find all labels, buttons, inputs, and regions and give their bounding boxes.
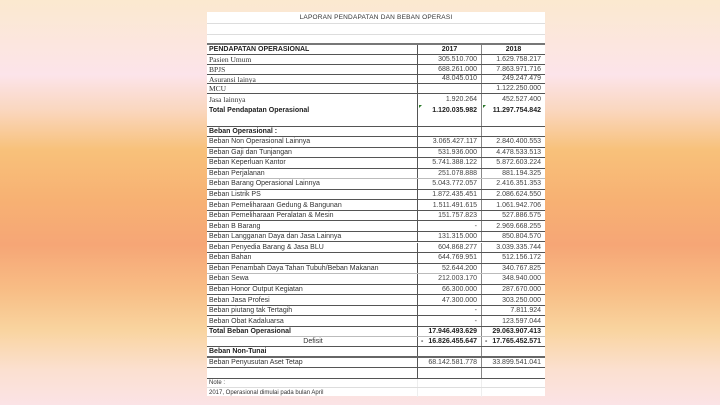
expense-row-label: Beban Langganan Daya dan Jasa Lainnya (209, 233, 342, 241)
expenses-total-2017: 17.946.493.629 (417, 327, 481, 336)
expenses-total-row (207, 327, 545, 337)
note-heading-row (207, 379, 545, 388)
expense-row-label: Beban Non Operasional Lainnya (209, 138, 311, 146)
revenue-row-value-2018: 1.122.250.000 (481, 84, 545, 93)
header-section-label: PENDAPATAN OPERASIONAL (209, 46, 310, 53)
expense-row-value-2017: - (417, 316, 481, 326)
expense-row (207, 221, 545, 232)
blank-row (207, 368, 545, 379)
expense-row-value-2018: 3.039.335.744 (481, 243, 545, 253)
expenses-total-2018: 29.063.907.413 (481, 327, 545, 336)
revenue-row-value-2017: 688.261.000 (417, 65, 481, 74)
expense-row (207, 264, 545, 275)
expense-row-value-2018: 2.840.400.553 (481, 137, 545, 147)
noncash-row (207, 358, 545, 368)
expense-row-value-2017: 47.300.000 (417, 295, 481, 305)
revenue-total-2017: 1.120.035.982 (417, 104, 481, 116)
expenses-heading: Beban Operasional : (209, 128, 278, 135)
expense-row-value-2018: 527.886.575 (481, 211, 545, 221)
expense-row (207, 316, 545, 327)
expense-row-label: Beban Perjalanan (209, 169, 265, 177)
revenue-total-label: Total Pendapatan Operasional (209, 106, 310, 114)
expense-row-value-2017: 644.769.951 (417, 253, 481, 263)
expense-row-value-2017: 604.868.277 (417, 243, 481, 253)
blank-row (207, 116, 545, 127)
revenue-row-label: MCU (209, 84, 227, 94)
expense-row-value-2017: 52.644.200 (417, 264, 481, 274)
expense-row-value-2017: - (417, 221, 481, 231)
expense-row (207, 274, 545, 285)
expense-row-value-2017: 151.757.823 (417, 211, 481, 221)
cell-marker-icon (483, 105, 486, 108)
expense-row-value-2017: - (417, 306, 481, 316)
revenue-row-value-2017: 305.510.700 (417, 55, 481, 64)
expense-row-label: Beban Penyedia Barang & Jasa BLU (209, 243, 324, 251)
expense-row-value-2018: 287.670.000 (481, 285, 545, 295)
revenue-row (207, 94, 545, 104)
header-year-2017: 2017 (417, 45, 481, 54)
blank-row (207, 24, 545, 35)
note-text: 2017, Operasional dimulai pada bulan April (209, 389, 324, 396)
note-text-row (207, 388, 545, 397)
expense-row-value-2018: 881.194.325 (481, 169, 545, 179)
expense-row-label: Beban Penambah Daya Tahan Tubuh/Beban Makanan (209, 264, 379, 272)
expense-row-value-2017: 5.741.388.122 (417, 158, 481, 168)
expense-row-value-2017: 251.078.888 (417, 169, 481, 179)
revenue-row-label: Pasien Umum (209, 55, 252, 64)
header-year-2018: 2018 (481, 45, 545, 54)
deficit-2017: - 16.826.455.647 (417, 337, 481, 346)
expense-row-value-2018: 303.250.000 (481, 295, 545, 305)
expense-row-label: Beban Keperluan Kantor (209, 159, 286, 167)
revenue-row-value-2017 (417, 84, 481, 93)
revenue-total-2018: 11.297.754.842 (481, 104, 545, 116)
expense-row (207, 306, 545, 317)
expense-row-label: Beban piutang tak Tertagih (209, 307, 293, 315)
expense-row (207, 295, 545, 306)
expense-row-label: Beban Bahan (209, 254, 252, 262)
negative-sign: - (421, 338, 424, 345)
expense-row-value-2017: 5.043.772.057 (417, 179, 481, 189)
expense-row-value-2018: 512.156.172 (481, 253, 545, 263)
deficit-label: Defisit (303, 338, 323, 345)
expense-row-label: Beban Obat Kadaluarsa (209, 317, 284, 325)
expense-row (207, 179, 545, 190)
expense-row-value-2018: 2.416.351.353 (481, 179, 545, 189)
expense-row (207, 285, 545, 296)
expense-row-label: Beban Pemeliharaan Peralatan & Mesin (209, 212, 334, 220)
expense-row-value-2017: 531.936.000 (417, 148, 481, 158)
expense-row-value-2017: 1.511.491.615 (417, 200, 481, 210)
expense-row-value-2018: 1.061.942.706 (481, 200, 545, 210)
expense-row (207, 137, 545, 148)
revenue-row (207, 55, 545, 65)
expense-row-value-2017: 131.315.000 (417, 232, 481, 242)
table-header-row (207, 43, 545, 55)
revenue-row-value-2018: 249.247.479 (481, 75, 545, 84)
expense-row-label: Beban B Barang (209, 222, 261, 230)
expense-row-value-2018: 340.767.825 (481, 264, 545, 274)
expense-row (207, 211, 545, 222)
deficit-row (207, 337, 545, 347)
revenue-row-value-2018: 1.629.758.217 (481, 55, 545, 64)
revenue-row (207, 75, 545, 85)
revenue-total-row (207, 104, 545, 116)
noncash-label: Beban Penyusutan Aset Tetap (209, 359, 303, 366)
revenue-row-label: Asuransi lainya (209, 74, 256, 84)
noncash-2018: 33.899.541.041 (481, 358, 545, 367)
expense-row-label: Beban Honor Output Kegiatan (209, 285, 303, 293)
expense-row (207, 253, 545, 264)
cell-marker-icon (419, 105, 422, 108)
expense-row-label: Beban Gaji dan Tunjangan (209, 148, 292, 156)
expenses-total-label: Total Beban Operasional (209, 328, 291, 335)
expense-row-value-2018: 123.597.044 (481, 316, 545, 326)
expense-row (207, 190, 545, 201)
expense-row (207, 200, 545, 211)
expense-row-value-2018: 348.940.000 (481, 274, 545, 284)
noncash-2017: 68.142.581.778 (417, 358, 481, 367)
deficit-2018: - 17.765.452.571 (481, 337, 545, 346)
expense-row-label: Beban Sewa (209, 275, 249, 283)
revenue-row-value-2018: 452.527.400 (481, 94, 545, 104)
expense-row-value-2017: 1.872.435.451 (417, 190, 481, 200)
expense-row (207, 148, 545, 159)
noncash-heading: Beban Non-Tunai (209, 348, 267, 355)
revenue-row-label: BPJS (209, 64, 226, 74)
expense-row-label: Beban Barang Operasional Lainnya (209, 180, 320, 188)
expense-row-value-2017: 212.003.170 (417, 274, 481, 284)
expense-row-value-2017: 66.300.000 (417, 285, 481, 295)
expense-row (207, 169, 545, 180)
expense-row (207, 243, 545, 254)
expense-row-value-2018: 2.086.624.550 (481, 190, 545, 200)
expense-row (207, 232, 545, 243)
expense-row-value-2017: 3.065.427.117 (417, 137, 481, 147)
expense-row-value-2018: 2.969.668.255 (481, 221, 545, 231)
revenue-row-value-2017: 1.920.264 (417, 94, 481, 104)
revenue-row-value-2017: 48.045.010 (417, 75, 481, 84)
spreadsheet-sheet (207, 12, 545, 396)
revenue-row-label: Jasa lainnya (209, 94, 246, 104)
expense-row-label: Beban Listrik PS (209, 191, 261, 199)
negative-sign: - (485, 338, 488, 345)
revenue-row-value-2018: 7.863.971.716 (481, 65, 545, 74)
expense-row-label: Beban Jasa Profesi (209, 296, 270, 304)
expense-row-value-2018: 7.811.924 (481, 306, 545, 316)
revenue-row (207, 65, 545, 75)
note-heading: Note : (209, 380, 226, 386)
expense-row-value-2018: 850.804.570 (481, 232, 545, 242)
revenue-row (207, 84, 545, 94)
expenses-heading-row (207, 127, 545, 137)
report-title: LAPORAN PENDAPATAN DAN BEBAN OPERASI (207, 12, 545, 24)
expense-row (207, 158, 545, 169)
expense-row-value-2018: 5.872.603.224 (481, 158, 545, 168)
noncash-heading-row (207, 347, 545, 358)
expense-row-label: Beban Pemeliharaan Gedung & Bangunan (209, 201, 342, 209)
expense-row-value-2018: 4.478.533.513 (481, 148, 545, 158)
